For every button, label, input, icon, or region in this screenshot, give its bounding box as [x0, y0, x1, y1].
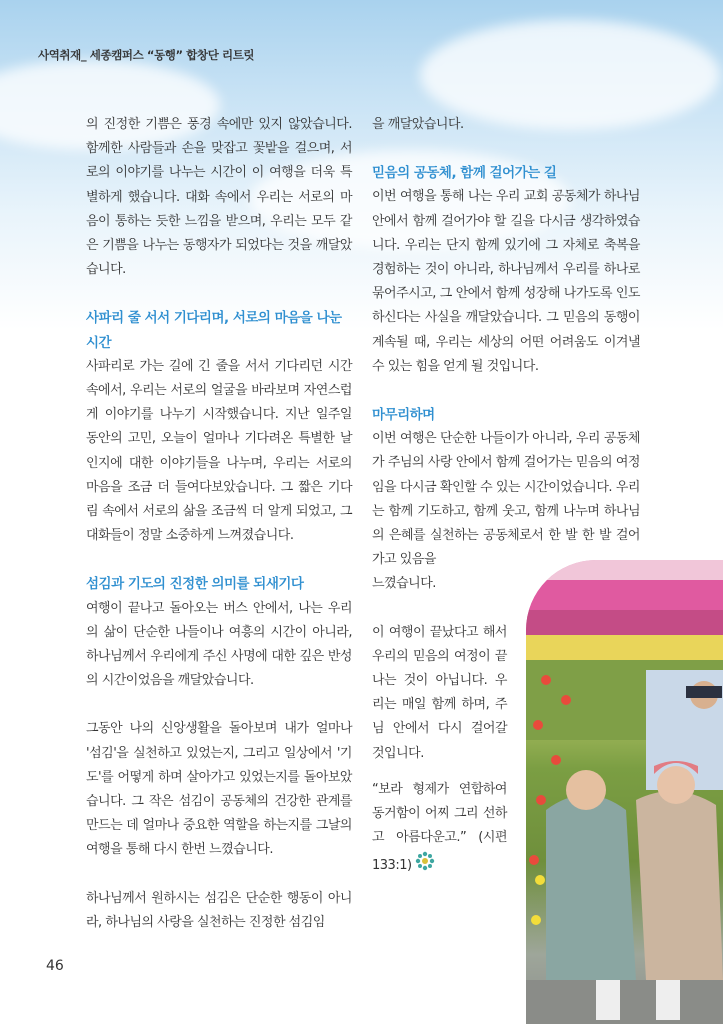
- paragraph: 이번 여행을 통해 나는 우리 교회 공동체가 하나님 안에서 함께 걸어가야 할 길을 다시금 생각하였습니다. 우리는 단지 함께 있기에 그 자체로 축복을 경험하는 것이 아니라, 하나님께서 우리를 하나로 묶어주시고, 그 안에서 함께 성장해 나가도록 인도하신다는 사실을 깨달았습니다. 그 믿음의 동행이 계속될 때, 우리는 세상의 어떤 어려움도 이겨낼 수 있는 힘을 얻게 될 것입니다.: [372, 189, 640, 374]
- paragraph: 그동안 나의 신앙생활을 돌아보며 내가 얼마나 '섬김'을 실천하고 있었는지, 그리고 일상에서 '기도'를 어떻게 하며 살아가고 있었는지를 돌아보았습니다. 그 작은 섬김이 공동체의 건강한 관계를 만드는 데 얼마나 중요한 역할을 하는지를 그날의 여행을 통해 다시 한번 느꼈습니다.: [86, 721, 352, 858]
- section-title: 믿음의 공동체, 함께 걸어가는 길: [372, 165, 557, 182]
- paragraph: 사파리로 가는 길에 긴 줄을 서서 기다리던 시간 속에서, 우리는 서로의 얼굴을 바라보며 자연스럽게 이야기를 나누기 시작했습니다. 지난 일주일 동안의 고민, 오늘이 얼마나 기다려온 특별한 날인지에 대한 이야기들을 나누며, 우리는 서로의 마음을 조금 더 들여다보았습니다. 그 짧은 기다림 속에서 서로의 삶을 조금씩 더 알게 되었고, 그 대화들이 정말 소중하게 느껴졌습니다.: [86, 358, 352, 544]
- paragraph: 하나님께서 원하시는 섬김은 단순한 행동이 아니라, 하나님의 사랑을 실천하는 진정한 섬김임: [86, 890, 352, 930]
- paragraph: 여행이 끝나고 돌아오는 버스 안에서, 나는 우리의 삶이 단순한 나들이나 여흥의 시간이 아니라, 하나님께서 우리에게 주신 사명에 대한 깊은 반성의 시간이었음을 깨달았습니다.: [86, 600, 352, 689]
- paragraph: 이 여행이 끝났다고 해서 우리의 믿음의 여정이 끝나는 것이 아닙니다. 우리는 매일 함께 하며, 주님 안에서 다시 걸어갈 것입니다.: [372, 624, 507, 761]
- paragraph: 느꼈습니다.: [372, 576, 436, 592]
- photo-illustration: [526, 560, 723, 1024]
- narrow-text-block: [372, 621, 507, 882]
- page-number: 46: [46, 958, 64, 974]
- tulip-garden-photo: [526, 560, 723, 1024]
- flower-icon: [414, 850, 436, 881]
- section-title: 사파리 줄 서서 기다리며, 서로의 마음을 나눈 시간: [86, 310, 342, 351]
- left-column: [86, 113, 352, 935]
- section-header: 사역취재_ 세종캠퍼스 “동행” 합창단 리트릿: [38, 48, 255, 62]
- bible-verse: “보라 형제가 연합하여 동거함이 어찌 그리 선하고 아름다운고.” (시편 133:1): [372, 778, 507, 882]
- paragraph: 이번 여행은 단순한 나들이가 아니라, 우리 공동체가 주님의 사랑 안에서 함께 걸어가는 믿음의 여정임을 다시금 확인할 수 있는 시간이었습니다. 우리는 함께 기도하고, 함께 웃고, 함께 나누며 하나님의 은혜를 실천하는 공동체로서 한 발 한 발 걸어가고 있음을: [372, 431, 640, 568]
- paragraph: 을 깨달았습니다.: [372, 117, 464, 132]
- paragraph: 의 진정한 기쁨은 풍경 속에만 있지 않았습니다. 함께한 사람들과 손을 맞잡고 꽃밭을 걸으며, 서로의 이야기를 나누는 시간이 이 여행을 더욱 특별하게 했습니다. 대화 속에서 우리는 서로의 마음이 통하는 듯한 느낌을 받으며, 우리는 모두 같은 기쁨을 나누는 동행자가 되었다는 것을 깨달았습니다.: [86, 117, 352, 278]
- section-title: 섬김과 기도의 진정한 의미를 되새기다: [86, 576, 304, 593]
- section-title: 마무리하며: [372, 407, 435, 424]
